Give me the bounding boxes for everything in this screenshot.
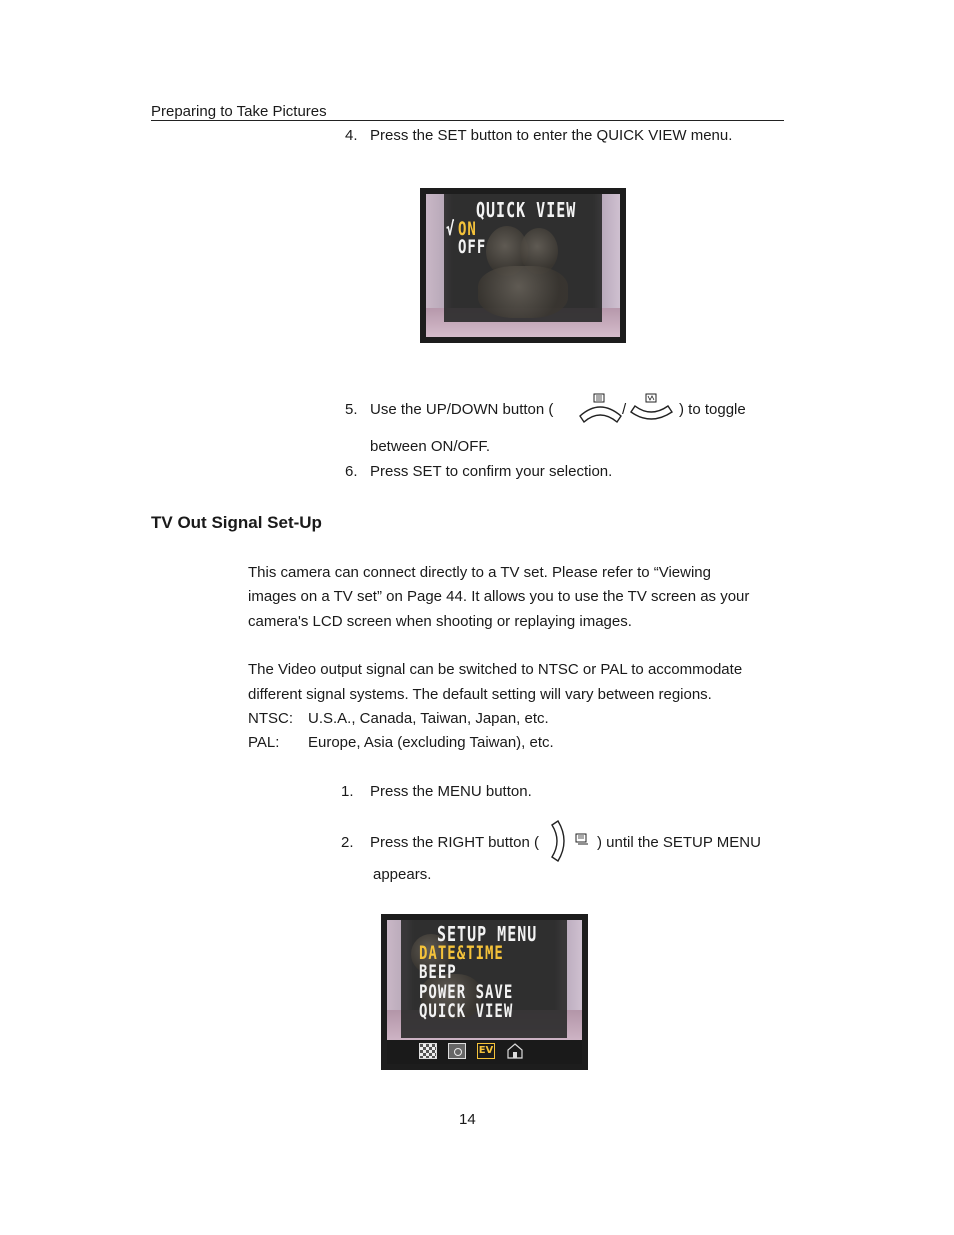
section-header: Preparing to Take Pictures [151, 103, 327, 120]
check-mark-icon: √ [446, 219, 456, 241]
camera-tab-icon [448, 1043, 466, 1059]
page-number: 14 [459, 1111, 476, 1128]
down-button-icon [628, 392, 676, 428]
ntsc-value: U.S.A., Canada, Taiwan, Japan, etc. [308, 710, 549, 727]
ev-tab-icon: EV [477, 1043, 495, 1059]
quick-view-screen [420, 188, 626, 343]
pal-value: Europe, Asia (excluding Taiwan), etc. [308, 734, 554, 751]
step-5-text-before: Use the UP/DOWN button ( [370, 401, 554, 418]
tv-out-heading: TV Out Signal Set-Up [151, 513, 322, 532]
header-rule [151, 120, 784, 121]
quick-view-option-off: OFF [458, 237, 487, 259]
step-5-number: 5. [345, 401, 358, 418]
tv-para1-line1: This camera can connect directly to a TV set. Please refer to “Viewing [248, 564, 711, 581]
step-2-text-after: ) until the SETUP MENU [597, 834, 761, 851]
setup-menu-screen [381, 914, 588, 1070]
quick-view-title: QUICK VIEW [476, 198, 577, 223]
step-5-separator: / [622, 401, 627, 418]
checker-tab-icon [419, 1043, 437, 1059]
setup-item-beep: BEEP [419, 962, 457, 984]
setup-menu-title: SETUP MENU [437, 922, 538, 947]
setup-item-quick-view: QUICK VIEW [419, 1001, 514, 1023]
step-5-continuation: between ON/OFF. [370, 438, 491, 455]
setup-item-power-save: POWER SAVE [419, 982, 514, 1004]
tv-para1-line3: camera's LCD screen when shooting or replaying images. [248, 613, 632, 630]
step-6-text: Press SET to confirm your selection. [370, 463, 613, 480]
step-5-text-after: ) to toggle [679, 401, 746, 418]
ntsc-label: NTSC: [248, 710, 293, 727]
setup-tab-icon [506, 1043, 524, 1059]
tv-para2-line1: The Video output signal can be switched to NTSC or PAL to accommodate [248, 661, 743, 678]
step-2-text-before: Press the RIGHT button ( [370, 834, 539, 851]
step-2-number: 2. [341, 834, 354, 851]
figurine-body-icon [478, 266, 568, 318]
right-button-icon [548, 818, 594, 864]
tv-para1-line2: images on a TV set” on Page 44. It allows you to use the TV screen as your [248, 588, 750, 605]
step-1-number: 1. [341, 783, 354, 800]
pal-label: PAL: [248, 734, 280, 751]
setup-item-date-time: DATE&TIME [419, 943, 504, 965]
step-2-continuation: appears. [373, 866, 432, 883]
step-6-number: 6. [345, 463, 358, 480]
step-1-text: Press the MENU button. [370, 783, 532, 800]
step-4-number: 4. [345, 127, 358, 144]
quick-view-option-on: ON [458, 219, 477, 241]
up-button-icon [577, 392, 625, 428]
step-4-text: Press the SET button to enter the QUICK VIEW menu. [370, 127, 733, 144]
tv-para2-line2: different signal systems. The default setting will vary between regions. [248, 686, 712, 703]
